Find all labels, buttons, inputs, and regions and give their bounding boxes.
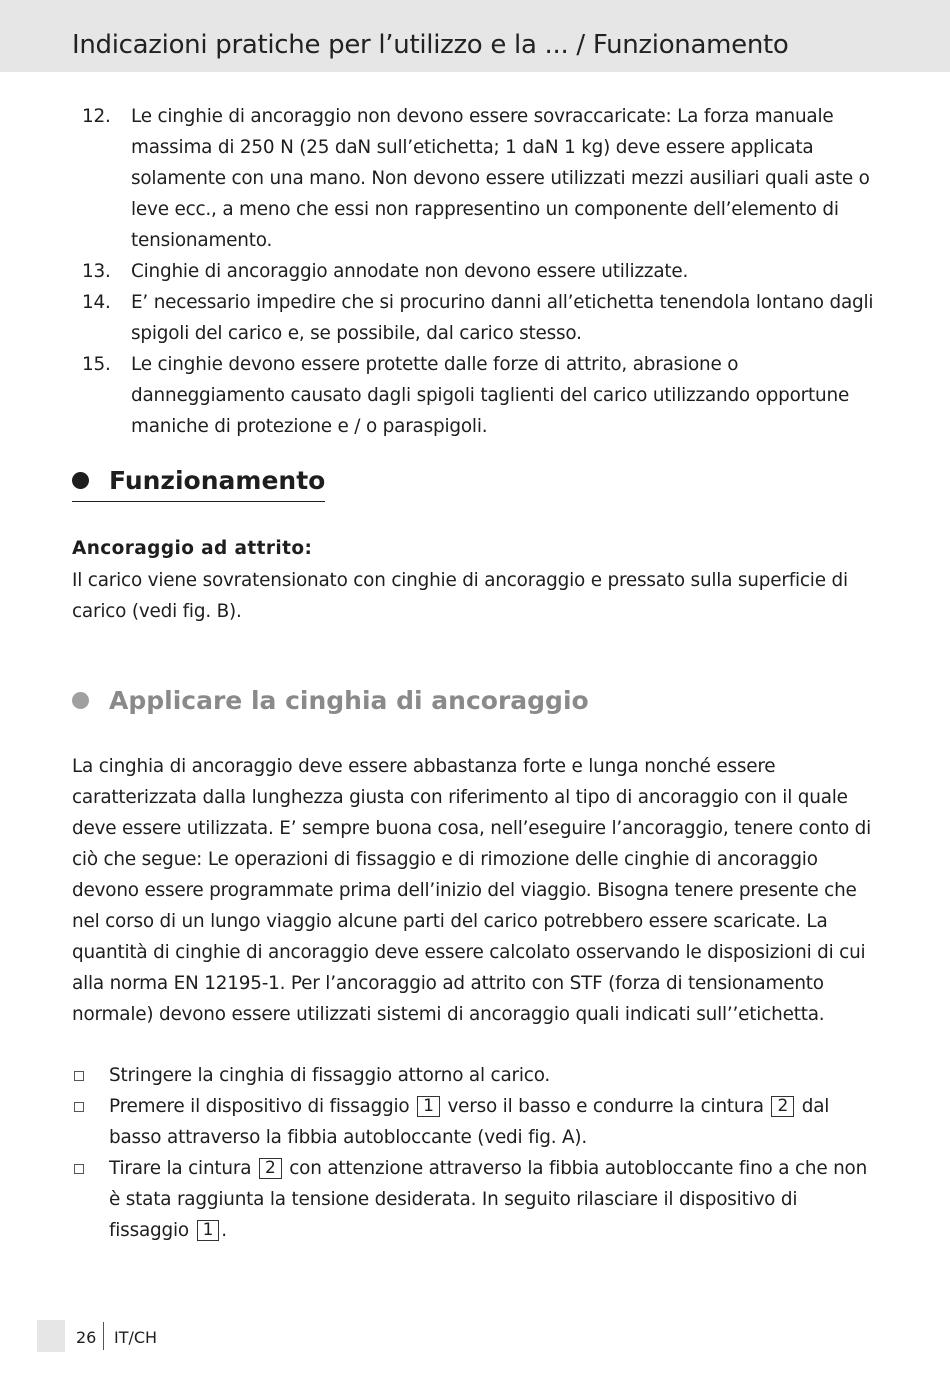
subheading: Ancoraggio ad attrito: xyxy=(72,538,313,559)
list-item xyxy=(72,256,882,287)
paragraph: La cinghia di ancoraggio deve essere abbastanza forte e lunga nonché essere caratterizzata dalla lunghezza giusta con riferimento al tipo di ancoraggio con il quale deve essere utilizzata. E’ sempre buona cosa, nell’eseguire l’ancoraggio, tenere conto di ciò che segue: Le operazioni di fissaggio e di rimozione delle cinghie di ancoraggio devono essere programmate prima dell’inizio del viaggio. Bisogna tenere presente che nel corso di un lungo viaggio alcune parti del carico potrebbero essere scaricate. La quantità di cinghie di ancoraggio deve essere calcolato osservando le disposizioni di cui alla norma EN 12195-1. Per l’ancoraggio ad attrito con STF (forza di tensionamento normale) devono essere utilizzati sistemi di ancoraggio quali indicati sull’’etichetta. xyxy=(72,756,872,1025)
section-title: Funzionamento xyxy=(109,466,326,495)
step-list xyxy=(72,1060,882,1246)
step-text: con attenzione attraverso la fibbia autobloccante fino a che non è stata raggiunta la tensione desiderata. In seguito rilasciare il dispositivo di fissaggio xyxy=(109,1158,868,1241)
section-heading-funzionamento xyxy=(72,466,325,502)
list-item-text: Le cinghie di ancoraggio non devono essere sovraccaricate: La forza manuale massima di 250 N (25 daN sull’etichetta; 1 daN 1 kg) deve essere applicata solamente con una mano. Non devono essere utilizzati mezzi ausiliari quali aste o leve ecc., a meno che essi non rappresentino un componente dell’elemento di tensionamento. xyxy=(131,106,870,251)
step-text: Tirare la cintura xyxy=(109,1158,252,1179)
section-heading-applicare xyxy=(72,686,589,715)
page-header xyxy=(0,0,950,72)
bullet-dot-icon xyxy=(72,692,89,709)
part-reference: 2 xyxy=(771,1096,794,1117)
list-item xyxy=(72,101,882,256)
part-reference: 1 xyxy=(197,1220,220,1241)
list-item-number: 15. xyxy=(82,354,111,375)
list-item xyxy=(72,287,882,349)
section-title: Applicare la cinghia di ancoraggio xyxy=(109,686,589,715)
step-text: Premere il dispositivo di fissaggio xyxy=(109,1096,410,1117)
step-text: dal basso attraverso la fibbia autobloccante (vedi fig. A). xyxy=(109,1096,830,1148)
checkbox-square-icon xyxy=(74,1164,84,1174)
checkbox-square-icon xyxy=(74,1071,84,1081)
step-text: verso il basso e condurre la cintura xyxy=(447,1096,764,1117)
step-text: Stringere la cinghia di fissaggio attorno al carico. xyxy=(109,1065,551,1086)
page-number: 26 xyxy=(76,1328,97,1347)
checkbox-square-icon xyxy=(74,1102,84,1112)
header-title: Indicazioni pratiche per l’utilizzo e la ... / Funzionamento xyxy=(72,30,789,60)
list-item-text: E’ necessario impedire che si procurino danni all’etichetta tenendola lontano dagli spigoli del carico e, se possibile, dal carico stesso. xyxy=(131,292,874,344)
bullet-dot-icon xyxy=(72,472,89,489)
list-item-number: 13. xyxy=(82,261,111,282)
list-item-number: 12. xyxy=(82,106,111,127)
part-reference: 2 xyxy=(259,1158,282,1179)
list-item-number: 14. xyxy=(82,292,111,313)
step-item xyxy=(72,1060,882,1091)
language-code: IT/CH xyxy=(114,1328,158,1347)
footer-divider xyxy=(103,1322,104,1350)
footer-tab xyxy=(37,1320,65,1352)
list-item xyxy=(72,349,882,442)
numbered-list xyxy=(72,101,882,442)
list-item-text: Cinghie di ancoraggio annodate non devono essere utilizzate. xyxy=(131,261,689,282)
step-item xyxy=(72,1091,882,1153)
step-item xyxy=(72,1153,882,1246)
part-reference: 1 xyxy=(417,1096,440,1117)
list-item-text: Le cinghie devono essere protette dalle forze di attrito, abrasione o danneggiamento causato dagli spigoli taglienti del carico utilizzando opportune maniche di protezione e / o paraspigoli. xyxy=(131,354,850,437)
step-text: . xyxy=(221,1220,227,1241)
paragraph: Il carico viene sovratensionato con cinghie di ancoraggio e pressato sulla superficie di carico (vedi fig. B). xyxy=(72,570,848,622)
